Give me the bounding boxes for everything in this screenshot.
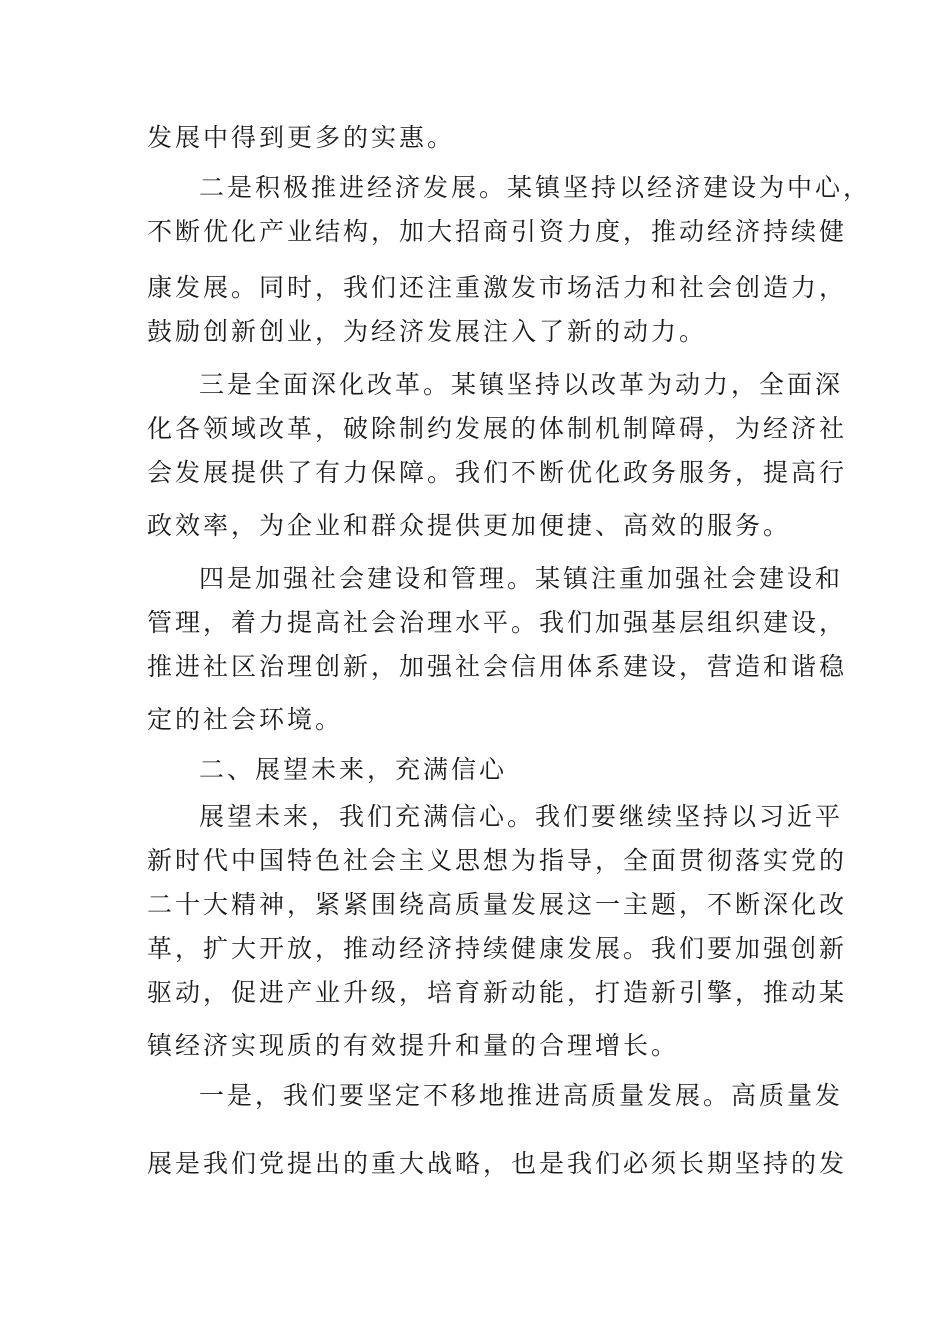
text-line: 鼓励创新创业，为经济发展注入了新的动力。 <box>147 317 708 346</box>
text-line: 定的社会环境。 <box>147 705 344 734</box>
paragraph-line: 一是，我们要坚定不移地推进高质量发展。高质量发 <box>199 1081 844 1110</box>
text-line: 展是我们党提出的重大战略，也是我们必须长期坚持的发 <box>147 1149 848 1178</box>
paragraph-line: 三是全面深化改革。某镇坚持以改革为动力，全面深 <box>199 370 844 399</box>
text-line: 政效率，为企业和群众提供更加便捷、高效的服务。 <box>147 511 792 540</box>
text-line: 革，扩大开放，推动经济持续健康发展。我们要加强创新 <box>147 934 848 963</box>
text-line: 二十大精神，紧紧围绕高质量发展这一主题，不断深化改 <box>147 890 848 919</box>
text-line: 会发展提供了有力保障。我们不断优化政务服务，提高行 <box>147 458 848 487</box>
paragraph-line: 四是加强社会建设和管理。某镇注重加强社会建设和 <box>199 564 844 593</box>
text-line: 康发展。同时，我们还注重激发市场活力和社会创造力， <box>147 273 848 302</box>
paragraph-line: 展望未来，我们充满信心。我们要继续坚持以习近平 <box>199 802 844 831</box>
section-heading: 二、展望未来，充满信心 <box>199 755 508 784</box>
text-line: 管理，着力提高社会治理水平。我们加强基层组织建设， <box>147 608 848 637</box>
text-line: 新时代中国特色社会主义思想为指导，全面贯彻落实党的 <box>147 846 848 875</box>
text-line: 发展中得到更多的实惠。 <box>147 123 456 152</box>
paragraph-line: 二是积极推进经济发展。某镇坚持以经济建设为中心， <box>199 173 872 202</box>
text-line: 推进社区治理创新，加强社会信用体系建设，营造和谐稳 <box>147 652 848 681</box>
text-line: 驱动，促进产业升级，培育新动能，打造新引擎，推动某 <box>147 978 848 1007</box>
text-line: 化各领域改革，破除制约发展的体制机制障碍，为经济社 <box>147 414 848 443</box>
text-line: 不断优化产业结构，加大招商引资力度，推动经济持续健 <box>147 217 848 246</box>
text-line: 镇经济实现质的有效提升和量的合理增长。 <box>147 1031 680 1060</box>
